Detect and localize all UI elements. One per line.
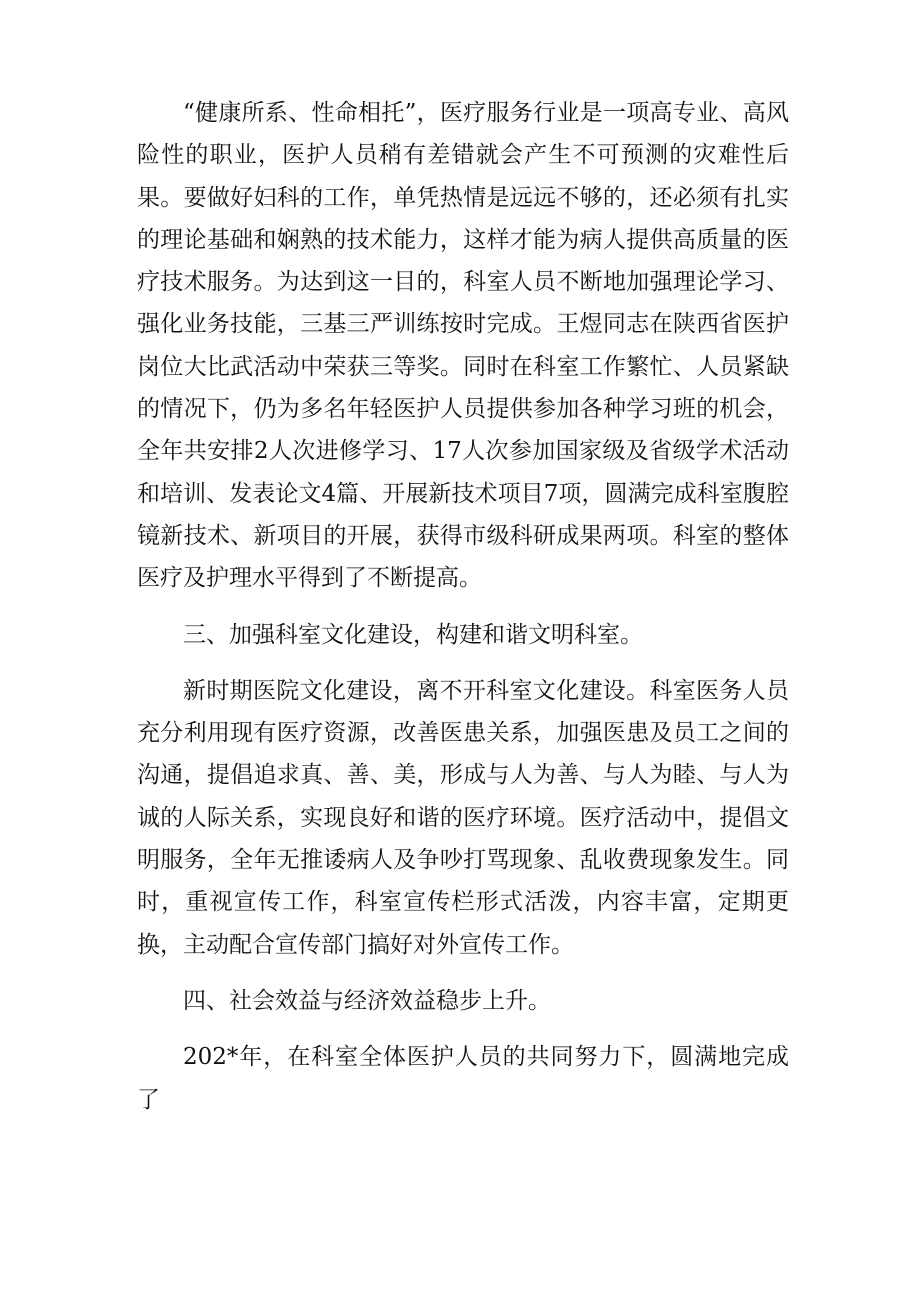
section-heading-culture: 三、加强科室文化建设，构建和谐文明科室。	[183, 621, 643, 648]
paragraph-medical-training: “健康所系、性命相托”，医疗服务行业是一项高专业、高风险性的职业，医护人员稍有差错就会产生不可预测的灾难性后果。要做好妇科的工作，单凭热情是远远不够的，还必须有扎实的理论基础和娴熟的技术能力，这样才能为病人提供高质量的医疗技术服务。为达到这一目的，科室人员不断地加强理论学习、强化业务技能，三基三严训练按时完成。王煜同志在陕西省医护岗位大比武活动中荣获三等奖。同时在科室工作繁忙、人员紧缺的情况下，仍为多名年轻医护人员提供参加各种学习班的机会，全年共安排2人次进修学习、17人次参加国家级及省级学术活动和培训、发表论文4篇、开展新技术项目7项，圆满完成科室腹腔镜新技术、新项目的开展，获得市级科研成果两项。科室的整体医疗及护理水平得到了不断提高。	[137, 100, 789, 592]
document-body	[137, 92, 789, 1121]
paragraph-benefits: 202*年，在科室全体医护人员的共同努力下，圆满地完成了	[137, 1044, 789, 1113]
section-heading-benefits: 四、社会效益与经济效益稳步上升。	[183, 987, 551, 1014]
paragraph-culture-building: 新时期医院文化建设，离不开科室文化建设。科室医务人员充分利用现有医疗资源，改善医患关系，加强医患及员工之间的沟通，提倡追求真、善、美，形成与人为善、与人为睦、与人为诚的人际关系，实现良好和谐的医疗环境。医疗活动中，提倡文明服务，全年无推诿病人及争吵打骂现象、乱收费现象发生。同时，重视宣传工作，科室宣传栏形式活泼，内容丰富，定期更换，主动配合宣传部门搞好对外宣传工作。	[137, 677, 789, 958]
